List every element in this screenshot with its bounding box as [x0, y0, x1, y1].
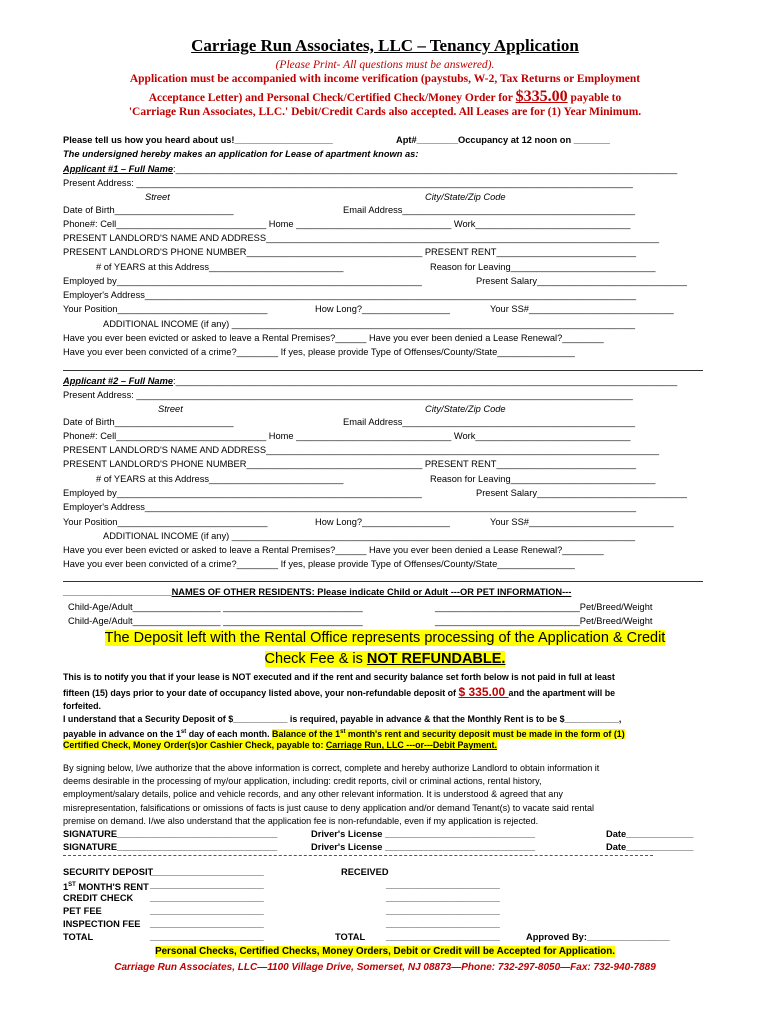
deposit-amount: $ 335.00: [458, 685, 509, 699]
office-petfee-row[interactable]: PET FEE ______________________ ______________________: [63, 906, 500, 916]
divider: [63, 581, 703, 582]
applicant2-position[interactable]: Your Position_____________________________ How Long?_________________ Your SS#____________________________: [63, 517, 674, 527]
office-use-divider: [63, 855, 653, 856]
authorization-paragraph: By signing below, I/we authorize that the above information is correct, complete and hereby authorize Landlord to obtain information it deems desirable in the processing of my/our application, including: credit reports, civil or criminal actions, rental history, employment/salary details, police and vehicle records, and any other relevant information. It is understood & agreed that any misrepresentation, falsifications or omissions of facts is just cause to deny application and/or demand Tenant(s) to vacate said rental premise on demand. I/we also understand that the application fee is non-refundable, even if my application is rejected.: [63, 763, 600, 826]
requirements-line-3: 'Carriage Run Associates, LLC.' Debit/Credit Cards also accepted. All Leases are for (1) Year Minimum.: [128, 106, 642, 118]
requirements-line-2: Acceptance Letter) and Personal Check/Certified Check/Money Order for $335.00 payable to: [148, 88, 622, 105]
notice-line-6: Certified Check, Money Order(s)or Cashier Check, payable to: Carriage Run, LLC ---or---Debit Payment.: [63, 740, 497, 750]
residents-heading: _____________________NAMES OF OTHER RESIDENTS: Please indicate Child or Adult ---OR PET INFORMATION---: [63, 587, 572, 597]
requirements-line-1: Application must be accompanied with income verification (paystubs, W-2, Tax Returns or Employment: [129, 73, 641, 85]
applicant2-crime[interactable]: Have you ever been convicted of a crime?________ If yes, please provide Type of Offenses/County/State_______________: [63, 559, 575, 569]
applicant2-address-field[interactable]: Present Address: ________________________________________________________________________________________________: [63, 390, 633, 400]
applicant1-additional-income[interactable]: ADDITIONAL INCOME (if any) ______________________________________________________________________________: [103, 319, 636, 329]
divider: [63, 370, 703, 371]
applicant1-years-reason[interactable]: # of YEARS at this Address__________________________ Reason for Leaving____________________________: [96, 262, 656, 272]
notice-line-1: This is to notify you that if your lease is NOT executed and if the rent and security balance set forth below is not paid in full at least: [63, 672, 615, 682]
applicant2-employer-address[interactable]: Employer's Address_______________________________________________________________________________________________: [63, 502, 637, 512]
applicant1-phone-field[interactable]: Phone#: Cell_____________________________ Home ______________________________ Work______________________________: [63, 219, 631, 229]
application-fee-amount: $335.00: [515, 88, 568, 105]
signature-row-2[interactable]: SIGNATURE_______________________________ Driver's License _____________________________ Date_____________: [63, 842, 694, 852]
footer-contact: Carriage Run Associates, LLC—1100 Village Drive, Somerset, NJ 08873—Phone: 732-297-8050—Fax: 732-940-7889: [114, 962, 656, 973]
notice-line-3: forfeited.: [63, 701, 101, 711]
office-first-month-row[interactable]: 1ST MONTH'S RENT ______________________ ______________________: [63, 880, 500, 893]
notice-line-2: fifteen (15) days prior to your date of occupancy listed above, your non-refundable deposit of $ 335.00 and the apartment will be: [63, 685, 616, 699]
page-title: Carriage Run Associates, LLC – Tenancy Application: [191, 36, 579, 55]
applicant2-evicted[interactable]: Have you ever been evicted or asked to leave a Rental Premises?______ Have you ever been denied a Lease Renewal?________: [63, 545, 604, 555]
signature-row-1[interactable]: SIGNATURE_______________________________ Driver's License _____________________________ Date_____________: [63, 829, 694, 839]
office-total-row[interactable]: TOTAL ______________________ TOTAL ______________________ Approved By:________________: [63, 932, 670, 942]
applicant2-landlord-phone[interactable]: PRESENT LANDLORD'S PHONE NUMBER__________________________________ PRESENT RENT___________________________: [63, 459, 637, 469]
applicant1-address-field[interactable]: Present Address: ________________________________________________________________________________________________: [63, 178, 633, 188]
resident-row-2[interactable]: Child-Age/Adult_________________ ___________________________ ____________________________Pet/Breed/Weight: [68, 616, 653, 626]
applicant1-landlord-phone[interactable]: PRESENT LANDLORD'S PHONE NUMBER__________________________________ PRESENT RENT___________________________: [63, 247, 637, 257]
notice-line-5: payable in advance on the 1st day of each month. Balance of the 1st month's rent and security deposit must be made in the form of (1): [63, 728, 625, 739]
resident-row-1[interactable]: Child-Age/Adult_________________ ___________________________ ____________________________Pet/Breed/Weight: [68, 602, 653, 612]
office-inspection-row[interactable]: INSPECTION FEE ______________________ ______________________: [63, 919, 500, 929]
subtitle: (Please Print- All questions must be answered).: [275, 59, 495, 71]
accepted-payments: Personal Checks, Certified Checks, Money Orders, Debit or Credit will be Accepted for Application.: [155, 946, 615, 957]
applicant1-name-field[interactable]: Applicant #1 – Full Name:_________________________________________________________________________________________________: [63, 164, 678, 174]
office-security-row[interactable]: SECURITY DEPOSIT ______________________ RECEIVED: [63, 867, 389, 877]
applicant2-landlord-field[interactable]: PRESENT LANDLORD'S NAME AND ADDRESS____________________________________________________________________________: [63, 445, 660, 455]
applicant2-additional-income[interactable]: ADDITIONAL INCOME (if any) ______________________________________________________________________________: [103, 531, 636, 541]
applicant1-evicted[interactable]: Have you ever been evicted or asked to leave a Rental Premises?______ Have you ever been denied a Lease Renewal?________: [63, 333, 604, 343]
applicant2-employment[interactable]: Employed by___________________________________________________________ Present Salary_____________________________: [63, 488, 687, 498]
applicant1-crime[interactable]: Have you ever been convicted of a crime?________ If yes, please provide Type of Offenses/County/State_______________: [63, 347, 575, 357]
applicant2-name-field[interactable]: Applicant #2 – Full Name:_________________________________________________________________________________________________: [63, 376, 678, 386]
applicant1-employment[interactable]: Employed by___________________________________________________________ Present Salary_____________________________: [63, 276, 687, 286]
applicant1-position[interactable]: Your Position_____________________________ How Long?_________________ Your SS#____________________________: [63, 304, 674, 314]
office-credit-row[interactable]: CREDIT CHECK ______________________ ______________________: [63, 893, 500, 903]
applicant2-phone-field[interactable]: Phone#: Cell_____________________________ Home ______________________________ Work______________________________: [63, 431, 631, 441]
undersigned-line: The undersigned hereby makes an application for Lease of apartment known as:: [63, 149, 419, 159]
applicant2-dob-email[interactable]: Date of Birth_______________________ Email Address_____________________________________________: [63, 417, 636, 427]
applicant1-dob-email[interactable]: Date of Birth_______________________ Email Address_____________________________________________: [63, 205, 636, 215]
notice-line-4[interactable]: I understand that a Security Deposit of $___________ is required, payable in advance & that the Monthly Rent is to be $___________,: [63, 714, 622, 724]
heard-about-line[interactable]: Please tell us how you heard about us!___________________ Apt#________Occupancy at 12 noon on _______: [63, 135, 610, 145]
deposit-notice-line-1: The Deposit left with the Rental Office represents processing of the Application & Credit: [104, 630, 666, 646]
application-page: Carriage Run Associates, LLC – Tenancy Application (Please Print- All questions must be answered). Application must be accompanied with income verification (paystubs, W-2, Tax Returns or Employment Acceptance Letter) and Personal Check/Certified Check/Money Order for $335.00 payable to 'Carriage Run Associates, LLC.' Debit/Credit Cards also accepted. All Leases are for (1) Year Minimum. Please tell us how you heard about us!___________________ Apt#________Occupancy at 12 noon on _______ The undersigned hereby makes an application for Lease of apartment known as: Applicant #1 – Full Name:_________________________________________________________________________________________________ Present Address: ________________________________________________________________________________________________ Street City/State/Zip Code Date of Birth_______________________ Email Address_____________________________________________ Phone#: Cell_____________________________ Home ______________________________ Work______________________________ PRESENT LANDLORD'S NAME AND ADDRESS____________________________________________________________________________ PRESENT LANDLORD'S PHONE NUMBER__________________________________ PRESENT RENT___________________________ # of YEARS at this Address__________________________ Reason for Leaving____________________________ Employed by___________________________________________________________ Present Salary_____________________________ Employer's Address_______________________________________________________________________________________________ Your Position_____________________________ How Long?_________________ Your SS#____________________________ ADDITIONAL INCOME (if any) ______________________________________________________________________________ Have you ever been evicted or asked to leave a Rental Premises?______ Have you ever been denied a Lease Renewal?________ Have you ever been convicted of a crime?________ If yes, please provide Type of Offenses/County/State_______________ Applicant #2 – Full Name:_________________________________________________________________________________________________ Present Address: ________________________________________________________________________________________________ Street City/State/Zip Code Date of Birth_______________________ Email Address_____________________________________________ Phone#: Cell_____________________________ Home ______________________________ Work______________________________ PRESENT LANDLORD'S NAME AND ADDRESS____________________________________________________________________________ PRESENT LANDLORD'S PHONE NUMBER__________________________________ PRESENT RENT___________________________ # of YEARS at this Address__________________________ Reason for Leaving____________________________ Employed by___________________________________________________________ Present Salary_____________________________ Employer's Address_______________________________________________________________________________________________ Your Position_____________________________ How Long?_________________ Your SS#____________________________ ADDITIONAL INCOME (if any) ______________________________________________________________________________ Have you ever been evicted or asked to leave a Rental Premises?______ Have you ever been denied a Lease Renewal?________ Have you ever been convicted of a crime?________ If yes, please provide Type of Offenses/County/State_______________ _____________________NAMES OF OTHER RESIDENTS: Please indicate Child or Adult ---OR PET INFORMATION--- Child-Age/Adult_________________ ___________________________ ____________________________Pet/Breed/Weight Child-Age/Adult_________________ ___________________________ ____________________________Pet/Breed/Weight The Deposit left with the Rental Office represents processing of the Application & Credit Check Fee & is NOT REFUNDABLE. This is to notify you that if your lease is NOT executed and if the rent and security balance set forth below is not paid in full at least fifteen (15) days prior to your date of occupancy listed above, your non-refundable deposit of $ 335.00 and the apartment will be forfeited. I understand that a Security Deposit of $___________ is required, payable in advance & that the Monthly Rent is to be $___________, payable in advance on the 1st day of each month. Balance of the 1st month's rent and security deposit must be made in the form of (1) Certified Check, Money Order(s)or Cashier Check, payable to: Carriage Run, LLC ---or---Debit Payment. By signing below, I/we authorize that the above information is correct, complete and hereby authorize Landlord to obtain information it deems desirable in the processing of my/our application, including: credit reports, civil or criminal actions, rental history, employment/salary details, police and vehicle records, and any other relevant information. It is understood & agreed that any misrepresentation, falsifications or omissions of facts is just cause to deny application and/or demand Tenant(s) to vacate said rental premise on demand. I/we also understand that the application fee is non-refundable, even if my application is rejected. SIGNATURE_______________________________ Driver's License _____________________________ Date_____________ SIGNATURE_______________________________ Driver's License _____________________________ Date_____________ SECURITY DEPOSIT ______________________ RECEIVED 1ST MONTH'S RENT ______________________ ______________________ CREDIT CHECK ______________________ ______________________ PET FEE ______________________ ______________________ INSPECTION FEE ______________________ ______________________ TOTAL ______________________ TOTAL ______________________ Approved By:________________ Personal Checks, Certified Checks, Money Orders, Debit or Credit will be Accepted for Application. Carriage Run Associates, LLC—1100 Village Drive, Somerset, NJ 08873—Phone: 732-297-8050—Fax: 732-940-7889: [0, 0, 770, 1024]
deposit-notice-line-2: Check Fee & is NOT REFUNDABLE.: [264, 651, 506, 667]
applicant1-employer-address[interactable]: Employer's Address_______________________________________________________________________________________________: [63, 290, 637, 300]
applicant1-landlord-field[interactable]: PRESENT LANDLORD'S NAME AND ADDRESS____________________________________________________________________________: [63, 233, 660, 243]
applicant2-years-reason[interactable]: # of YEARS at this Address__________________________ Reason for Leaving____________________________: [96, 474, 656, 484]
